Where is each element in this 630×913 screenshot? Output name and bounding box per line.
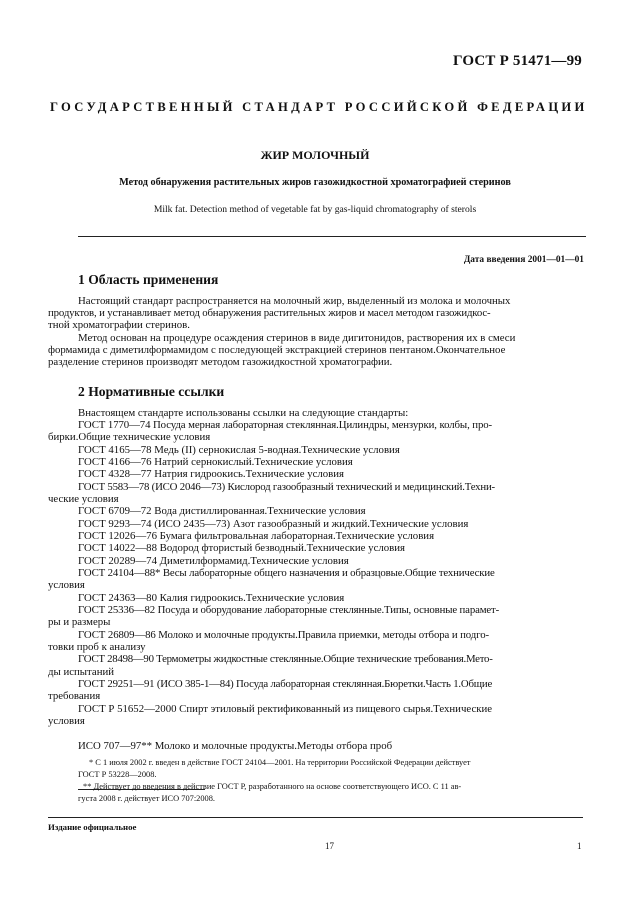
reference-line: ГОСТ 12026—76 Бумага фильтровальная лабораторная.Технические условия bbox=[78, 530, 435, 542]
reference-line: ГОСТ 14022—88 Водород фтористый безводный.Технические условия bbox=[78, 542, 405, 554]
reference-line: ГОСТ 25336—82 Посуда и оборудование лабораторные стеклянные.Типы, основные парамет- bbox=[78, 604, 500, 616]
reference-line: ГОСТ 5583—78 (ИСО 2046—73) Кислород газообразный технический и медицинский.Техни- bbox=[78, 481, 495, 493]
bottom-divider bbox=[48, 817, 583, 818]
official-edition-label: Издание официальное bbox=[48, 822, 137, 832]
footnote-line: ** Действует до введения в действие ГОСТ Р, разработанного на основе соответствующего ИСО. С 11 ав- bbox=[83, 782, 462, 791]
reference-line: ды испытаний bbox=[48, 666, 115, 678]
section-1-line: Настоящий стандарт распространяется на молочный жир, выделенный из молока и молочных bbox=[78, 295, 511, 307]
footnote-line: ГОСТ Р 53228—2008. bbox=[78, 770, 157, 779]
reference-line: ГОСТ 20289—74 Диметилформамид.Технические условия bbox=[78, 555, 349, 567]
reference-line: ГОСТ 6709—72 Вода дистиллированная.Технические условия bbox=[78, 505, 366, 517]
page-number-right: 1 bbox=[577, 841, 582, 851]
introduction-date: Дата введения 2001—01—01 bbox=[463, 255, 584, 265]
page-number-center: 17 bbox=[325, 841, 334, 851]
reference-line: Внастоящем стандарте использованы ссылки на следующие стандарты: bbox=[78, 407, 409, 419]
reference-line: ГОСТ 24363—80 Калия гидроокись.Технические условия bbox=[78, 592, 345, 604]
reference-line: ГОСТ 4165—78 Медь (II) сернокислая 5-водная.Технические условия bbox=[78, 444, 400, 456]
reference-line: ГОСТ 28498—90 Термометры жидкостные стеклянные.Общие технические требования.Мето- bbox=[78, 653, 493, 665]
reference-line: товки проб к анализу bbox=[48, 641, 146, 653]
section-1-line: формамида с диметилформамидом с последующей экстракцией стеринов пентаном.Окончательное bbox=[48, 344, 506, 356]
section-1-heading: 1 Область применения bbox=[78, 272, 219, 287]
document-title: ЖИР МОЛОЧНЫЙ bbox=[260, 148, 370, 162]
reference-line: условия bbox=[48, 715, 85, 727]
reference-line: бирки.Общие технические условия bbox=[48, 431, 211, 443]
document-subtitle: Метод обнаружения растительных жиров газожидкостной хроматографией стеринов bbox=[119, 177, 511, 188]
section-1-line: Метод основан на процедуре осаждения стеринов в виде дигитонидов, растворения их в смеси bbox=[78, 332, 516, 344]
reference-line: ГОСТ 29251—91 (ИСО 385-1—84) Посуда лабораторная стеклянная.Бюретки.Часть 1.Общие bbox=[78, 678, 493, 690]
section-2-heading: 2 Нормативные ссылки bbox=[78, 384, 225, 399]
reference-line: требования bbox=[48, 690, 101, 702]
reference-line: ры и размеры bbox=[48, 616, 111, 628]
footnote-line: * С 1 июля 2002 г. введен в действие ГОСТ 24104—2001. На территории Российской Федерации действует bbox=[89, 758, 471, 767]
footnote-line: густа 2008 г. действует ИСО 707:2008. bbox=[78, 794, 215, 803]
organization-header: ГОСУДАРСТВЕННЫЙ СТАНДАРТ РОССИЙСКОЙ ФЕДЕРАЦИИ bbox=[50, 100, 588, 114]
reference-line: ГОСТ Р 51652—2000 Спирт этиловый ректификованный из пищевого сырья.Технические bbox=[78, 703, 493, 715]
section-1-line: разделение стеринов производят методом газожидкостной хроматографии. bbox=[48, 356, 393, 368]
reference-line: ГОСТ 24104—88* Весы лабораторные общего назначения и образцовые.Общие технические bbox=[78, 567, 495, 579]
reference-line: ческие условия bbox=[48, 493, 119, 505]
title-divider bbox=[78, 236, 586, 237]
reference-line: ГОСТ 1770—74 Посуда мерная лабораторная стеклянная.Цилиндры, мензурки, колбы, про- bbox=[78, 419, 493, 431]
english-title: Milk fat. Detection method of vegetable fat by gas-liquid chromatography of sterols bbox=[153, 204, 477, 215]
reference-line: условия bbox=[48, 579, 85, 591]
document-number: ГОСТ Р 51471—99 bbox=[452, 53, 582, 69]
reference-line: ГОСТ 26809—86 Молоко и молочные продукты.Правила приемки, методы отбора и подго- bbox=[78, 629, 490, 641]
section-1-line: продуктов, и устанавливает метод обнаружения растительных жиров и масел методом газожидкос- bbox=[48, 307, 491, 319]
reference-line: ИСО 707—97** Молоко и молочные продукты.Методы отбора проб bbox=[78, 740, 393, 752]
reference-line: ГОСТ 4166—76 Натрий сернокислый.Технические условия bbox=[78, 456, 353, 468]
section-1-line: тной хроматографии стеринов. bbox=[48, 319, 190, 331]
reference-line: ГОСТ 4328—77 Натрия гидроокись.Технические условия bbox=[78, 468, 345, 480]
reference-line: ГОСТ 9293—74 (ИСО 2435—73) Азот газообразный и жидкий.Технические условия bbox=[78, 518, 469, 530]
